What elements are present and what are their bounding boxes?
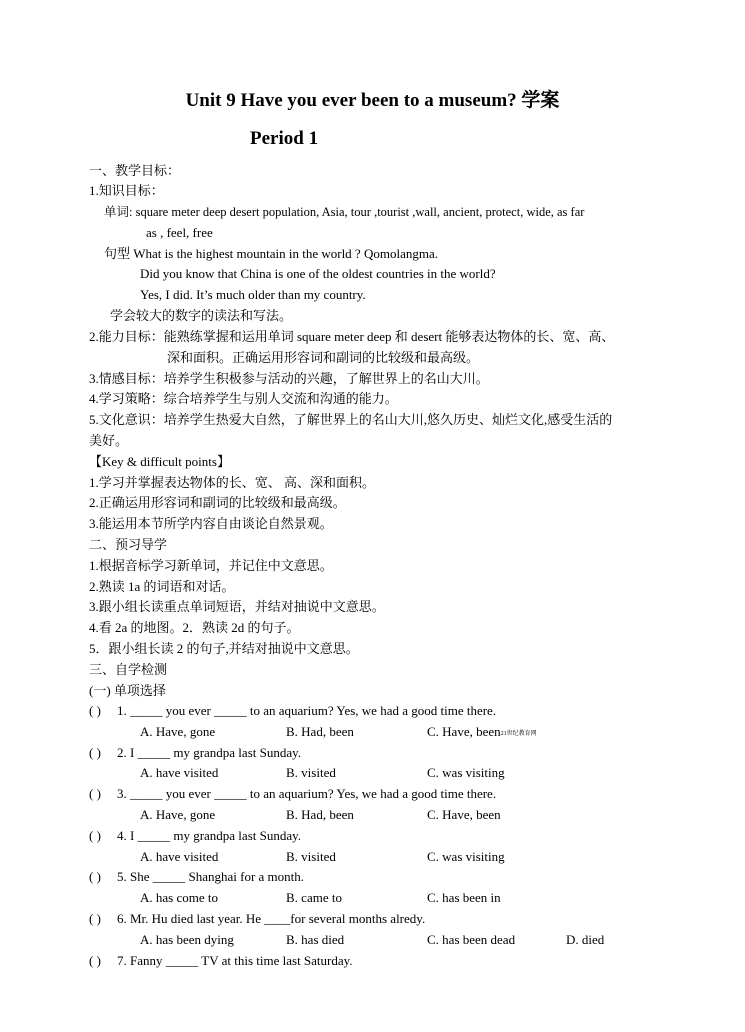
option-a: A. has been dying	[140, 932, 234, 947]
option-a: A. Have, gone	[140, 724, 216, 739]
key-point-1: 1.学习并掌握表达物体的长、宽、 高、深和面积。	[89, 475, 376, 490]
key-points-heading: 【Key & difficult points】	[89, 454, 230, 469]
goals-heading: 一、教学目标：	[89, 163, 181, 178]
page-title: Unit 9 Have you ever been to a museum? 学案	[185, 90, 560, 111]
ability-line-2: 深和面积。正确运用形容词和副词的比较级和最高级。	[167, 350, 480, 365]
strategy-line: 4.学习策略：综合培养学生与别人交流和沟通的能力。	[89, 391, 398, 406]
key-point-2: 2.正确运用形容词和副词的比较级和最高级。	[89, 495, 346, 510]
selfcheck-heading: 三、自学检测	[89, 662, 168, 677]
option-c	[427, 723, 537, 743]
period-heading: Period 1	[250, 128, 319, 149]
option-c: C. Have, been	[427, 807, 501, 822]
preview-item-2: 2.熟读 1a 的词语和对话。	[89, 579, 235, 594]
option-c: C. has been in	[427, 890, 501, 905]
selfcheck-subheading: (一) 单项选择	[89, 683, 166, 698]
option-c-text: C. Have, been	[427, 724, 501, 739]
option-c: C. was visiting	[427, 765, 505, 780]
watermark: 21世纪教育网	[500, 731, 537, 737]
numbers-line: 学会较大的数字的读法和写法。	[110, 308, 293, 323]
knowledge-heading: 1.知识目标：	[89, 183, 164, 198]
answer-blank[interactable]: ( )	[89, 786, 101, 801]
option-b: B. visited	[286, 765, 336, 780]
answer-blank[interactable]: ( )	[89, 828, 101, 843]
culture-line-1: 5.文化意识：培养学生热爱大自然，了解世界上的名山大川,悠久历史、灿烂文化,感受生活的	[89, 412, 613, 427]
pattern-line-2: Did you know that China is one of the oldest countries in the world?	[140, 266, 496, 281]
option-a: A. Have, gone	[140, 807, 216, 822]
option-a: A. have visited	[140, 765, 219, 780]
pattern-line-1: 句型 What is the highest mountain in the world ? Qomolangma.	[104, 246, 438, 261]
preview-item-1: 1.根据音标学习新单词，并记住中文意思。	[89, 558, 333, 573]
key-point-3: 3.能运用本节所学内容自由谈论自然景观。	[89, 516, 333, 531]
question-text: 7. Fanny _____ TV at this time last Saturday.	[117, 953, 353, 968]
question-text: 1. _____ you ever _____ to an aquarium? Yes, we had a good time there.	[117, 703, 497, 718]
option-b: B. Had, been	[286, 724, 354, 739]
emotion-line: 3.情感目标：培养学生积极参与活动的兴趣，了解世界上的名山大川。	[89, 371, 489, 386]
preview-item-3: 3.跟小组长读重点单词短语，并结对抽说中文意思。	[89, 599, 385, 614]
ability-line-1: 2.能力目标：能熟练掌握和运用单词 square meter deep 和 desert 能够表达物体的长、宽、高、	[89, 329, 615, 344]
answer-blank[interactable]: ( )	[89, 703, 101, 718]
question-text: 5. She _____ Shanghai for a month.	[117, 869, 305, 884]
words-line-1: 单词: square meter deep desert population, Asia, tour ,tourist ,wall, ancient, protect, wide, as far	[104, 205, 585, 219]
question-text: 3. _____ you ever _____ to an aquarium? Yes, we had a good time there.	[117, 786, 497, 801]
option-b: B. came to	[286, 890, 342, 905]
option-b: B. visited	[286, 849, 336, 864]
answer-blank[interactable]: ( )	[89, 911, 101, 926]
option-a: A. has come to	[140, 890, 218, 905]
option-c: C. has been dead	[427, 932, 516, 947]
option-a: A. have visited	[140, 849, 219, 864]
option-c: C. was visiting	[427, 849, 505, 864]
question-text: 6. Mr. Hu died last year. He ____for several months alredy.	[117, 911, 426, 926]
answer-blank[interactable]: ( )	[89, 869, 101, 884]
answer-blank[interactable]: ( )	[89, 953, 101, 968]
words-line-2: as , feel, free	[146, 225, 213, 240]
question-text: 2. I _____ my grandpa last Sunday.	[117, 745, 302, 760]
answer-blank[interactable]: ( )	[89, 745, 101, 760]
option-b: B. has died	[286, 932, 345, 947]
preview-item-5: 5．跟小组长读 2 的句子,并结对抽说中文意思。	[89, 641, 359, 656]
preview-heading: 二、预习导学	[89, 537, 168, 552]
preview-item-4: 4.看 2a 的地图。2．熟读 2d 的句子。	[89, 620, 300, 635]
option-d: D. died	[566, 932, 605, 947]
pattern-line-3: Yes, I did. It’s much older than my country.	[140, 287, 366, 302]
culture-line-2: 美好。	[89, 433, 129, 448]
option-b: B. Had, been	[286, 807, 354, 822]
question-text: 4. I _____ my grandpa last Sunday.	[117, 828, 302, 843]
